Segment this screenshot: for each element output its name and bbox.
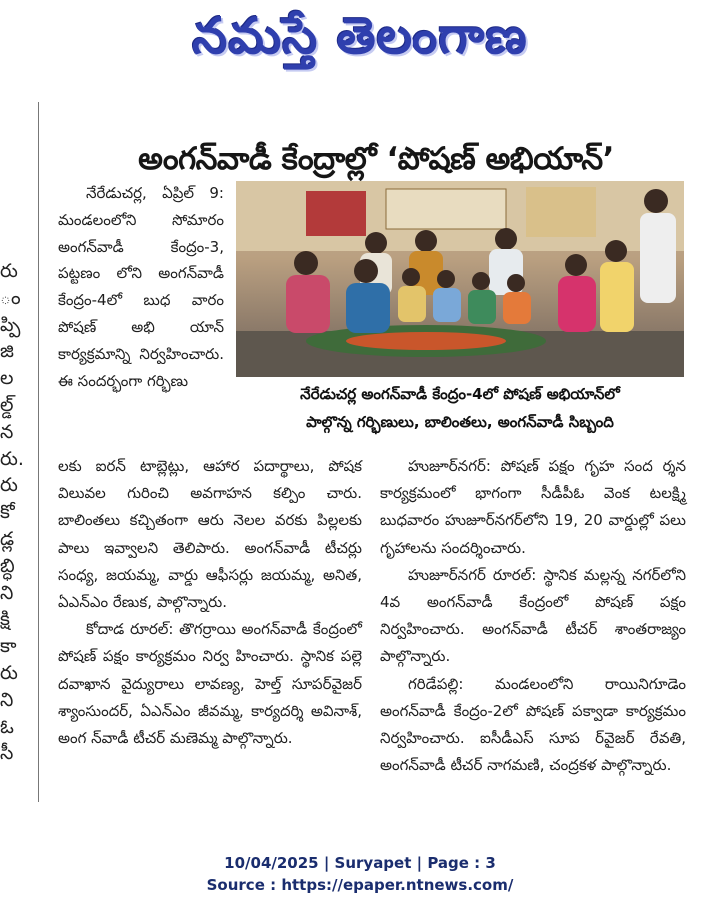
caption-line: పాల్గొన్న గర్భిణులు, బాలింతలు, అంగన్‌వాడీ సిబ్బంది — [306, 413, 614, 431]
fragment-line: రు — [0, 474, 18, 497]
fragment-line: రు — [0, 260, 18, 282]
body-paragraph: గరిడేపల్లి: మండలంలోని రాయినిగూడెం అంగన్‌వాడీ కేంద్రం-2లో పోషణ్ పక్వాడా కార్యక్రమం నిర్వహించారు. ఐసీడీఎస్ సూప ర్‌వైజర్ రేవతి, అంగన్‌వాడీ టీచర్ నాగమణి, చంద్రకళ పాల్గొన్నారు. — [380, 674, 686, 775]
masthead — [0, 0, 720, 80]
fragment-line: బ్ధి — [0, 554, 15, 577]
photo-scene — [236, 181, 684, 377]
body-paragraph: హుజూర్‌నగర్: పోషణ్ పక్షం గృహ సంద ర్శన కార్యక్రమంలో భాగంగా సీడీపీఓ వెంక టలక్ష్మి బుధవారం హుజూర్‌నగర్‌లోని 19, 20 వార్డుల్లో పలు గృహాలను సందర్శించారు. — [380, 457, 686, 557]
fragment-line: ం — [0, 286, 21, 309]
fragment-line: ల్డ్ — [0, 393, 14, 416]
left-column — [58, 453, 362, 752]
fragment-line: క్షి — [0, 608, 10, 631]
photo-caption — [236, 380, 684, 436]
source-link[interactable]: Source : https://epaper.ntnews.com/ — [206, 876, 514, 894]
page-footer — [0, 852, 720, 896]
article-photo — [236, 181, 684, 377]
edition-info: 10/04/2025 | Suryapet | Page : 3 — [224, 854, 496, 872]
fragment-line: ని — [0, 688, 14, 711]
column-divider — [38, 102, 39, 802]
fragment-line: డ్ల — [0, 527, 15, 550]
fragment-line: రు. — [0, 447, 24, 470]
adjacent-article-fragment — [0, 258, 24, 798]
body-paragraph: కోదాడ రూరల్: తొగర్రాయి అంగన్‌వాడీ కేంద్రంలో పోషణ్ పక్షం కార్యక్రమం నిర్వ హించారు. స్థానిక పల్లె దవాఖాన వైద్యురాలు లావణ్య, హెల్త్ సూపర్‌వైజర్ శ్యాంసుందర్, ఏఎన్ఎం జీవమ్మ, కార్యదర్శి అవినాశ్, అంగ న్‌వాడీ టీచర్ మణెమ్మ పాల్గొన్నారు. — [58, 620, 362, 748]
fragment-line: ల — [0, 367, 14, 390]
lead-paragraph: నేరేడుచర్ల, ఏప్రిల్ 9: మండలంలోని సోమారం అంగన్‌వాడీ కేంద్రం-3, పట్టణం లోని అంగన్‌వాడీ కేంద్రం-4లో బుధ వారం పోషణ్ అభి యాన్ కార్యక్రమాన్ని నిర్వహించారు. ఈ సందర్భంగా గర్భిణు — [58, 184, 224, 390]
right-column — [380, 453, 686, 779]
fragment-line: సీ — [0, 742, 14, 765]
fragment-line: కో — [0, 501, 15, 524]
body-paragraph: హుజూర్‌నగర్ రూరల్: స్థానిక మల్లన్న నగర్‌లోని 4వ అంగన్‌వాడీ కేంద్రంలో పోషణ్ పక్షం నిర్వహించారు. అంగన్‌వాడీ టీచర్ శాంతరాజ్యం పాల్గొన్నారు. — [380, 565, 686, 666]
fragment-line: కా — [0, 635, 17, 658]
body-paragraph: లకు ఐరన్ టాబ్లెట్లు, ఆహార పదార్థాలు, పోషక విలువల గురించి అవగాహన కల్పిం చారు. బాలింతలు కచ్చితంగా ఆరు నెలల వరకు పిల్లలకు పాలు ఇవ్వాలని తెలిపారు. అంగన్‌వాడీ టీచర్లు సంధ్య, జయమ్మ, వార్డు ఆఫీసర్లు జయమ్మ, అనిత, ఏఎన్ఎం రేణుక, పాల్గొన్నారు. — [58, 457, 362, 612]
newspaper-title: నమస్తే తెలంగాణ — [192, 7, 528, 65]
caption-line: నేరేడుచర్ల అంగన్‌వాడీ కేంద్రం-4లో పోషణ్ అభియాన్‌లో — [300, 385, 620, 403]
lead-column — [58, 180, 224, 394]
fragment-line: ప్పి — [0, 313, 21, 336]
fragment-line: న — [0, 420, 14, 443]
fragment-line: జి — [0, 340, 14, 363]
fragment-line: ని — [0, 581, 14, 604]
fragment-line: ఓ — [0, 715, 14, 738]
fragment-line: రు — [0, 661, 18, 684]
article-headline: అంగన్‌వాడీ కేంద్రాల్లో ‘పోషణ్ అభియాన్’ — [138, 140, 614, 177]
